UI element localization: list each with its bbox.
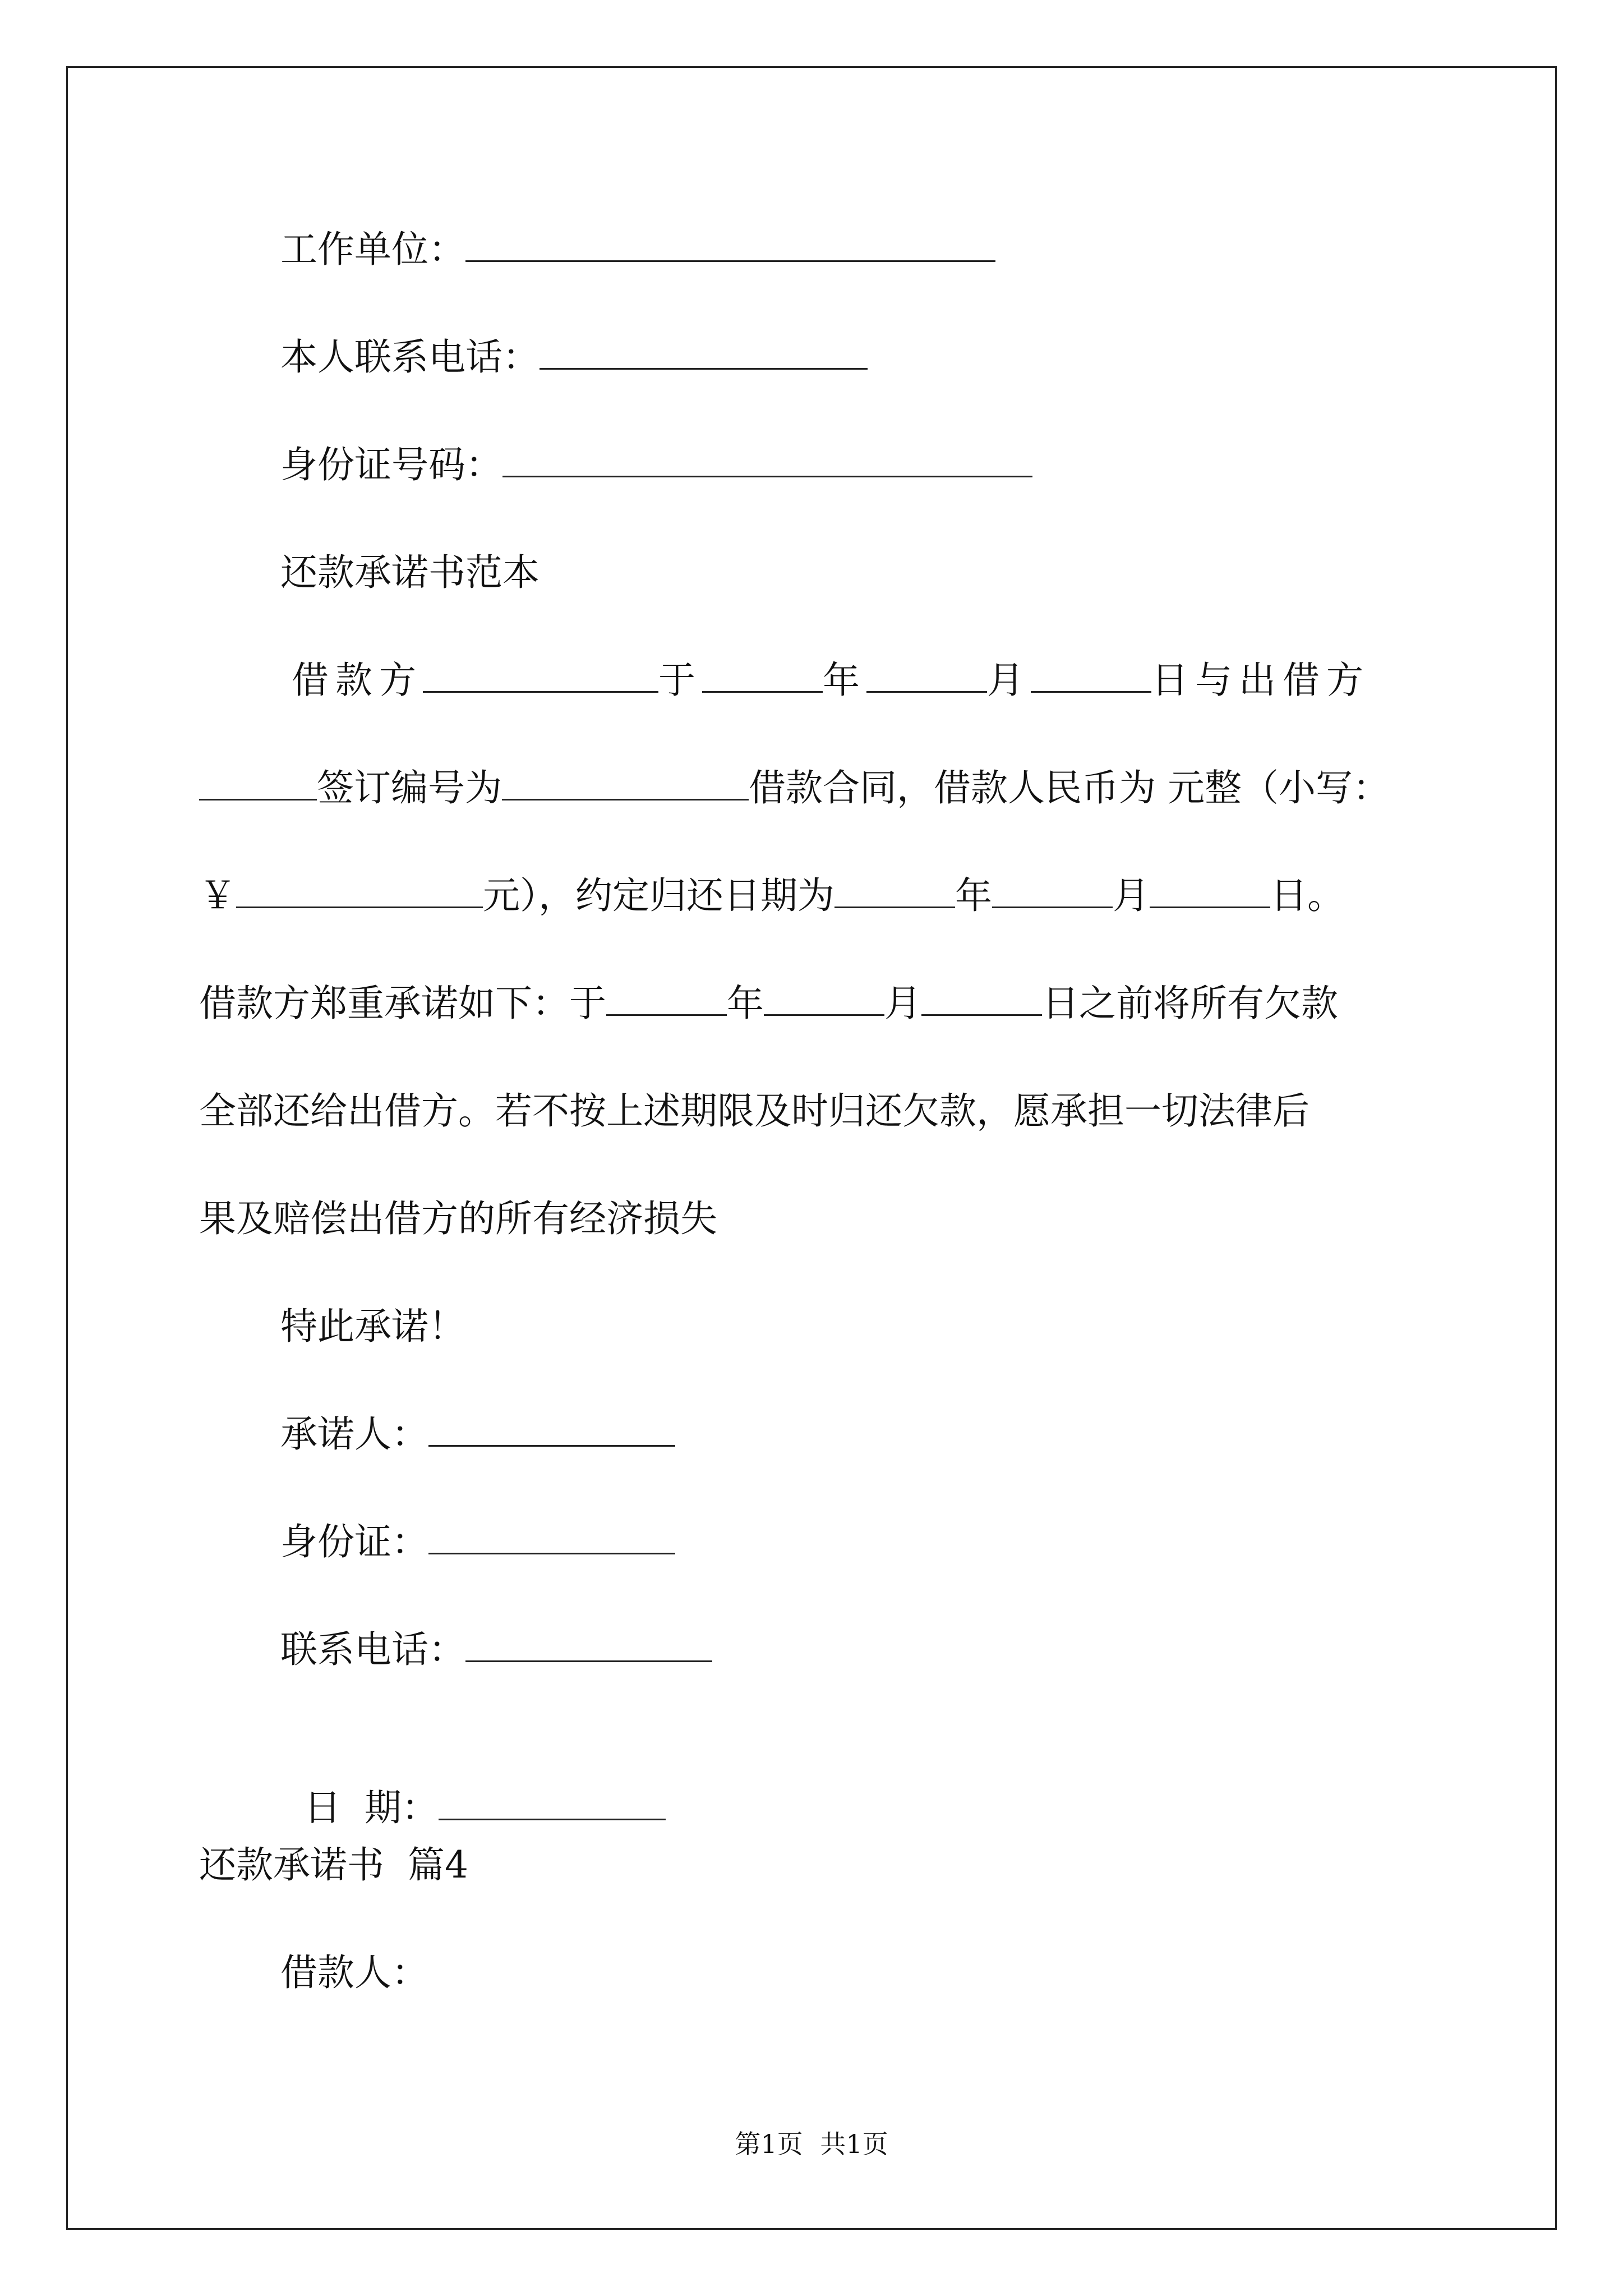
body-text: 日。: [1270, 874, 1344, 917]
id-number-blank: [502, 442, 1032, 477]
blank: [866, 657, 987, 693]
work-unit-label: 工作单位：: [280, 228, 465, 271]
blank: [921, 981, 1042, 1016]
body-text: 借款合同，借款人民币为: [749, 766, 1156, 809]
blank: [502, 765, 749, 800]
body-line-1: [292, 655, 1370, 706]
date-label: 日 期：: [303, 1786, 439, 1829]
body-line-5: 全部还给出借方。若不按上述期限及时归还欠款，愿承担一切法律后: [199, 1089, 1310, 1133]
borrower-label: 借款人：: [280, 1951, 428, 1994]
body-text: 元），约定归还日期为: [483, 874, 834, 917]
work-unit-blank: [465, 227, 995, 262]
phone-label: 本人联系电话：: [280, 335, 540, 379]
promisor-label: 承诺人：: [280, 1412, 428, 1456]
blank: [834, 873, 955, 908]
page-total: 共1页: [820, 2129, 888, 2159]
blank: [606, 981, 727, 1016]
page-footer: [0, 2127, 1623, 2161]
promisor-row: [280, 1409, 675, 1460]
body-text: 于: [658, 659, 702, 702]
date-blank: [439, 1785, 666, 1820]
id-card-row: [280, 1517, 675, 1567]
body-line-3: [199, 871, 1344, 921]
work-unit-row: [280, 224, 995, 275]
page-number: 第1页: [735, 2129, 803, 2159]
body-text: 借款方郑重承诺如下：于: [199, 982, 606, 1025]
body-line-4: [199, 978, 1338, 1029]
body-text: 月: [1113, 874, 1150, 917]
body-text: 借款方: [292, 659, 423, 702]
blank: [1150, 873, 1270, 908]
blank: [236, 873, 483, 908]
contact-phone-row: [280, 1625, 712, 1675]
body-text: 签订编号为: [317, 766, 502, 809]
id-number-label: 身份证号码：: [280, 443, 502, 486]
blank: [764, 981, 884, 1016]
promisor-blank: [428, 1411, 675, 1447]
phone-row: [280, 332, 868, 383]
next-section-title: 还款承诺书 篇4: [199, 1843, 468, 1887]
body-line-2: [199, 763, 1390, 813]
blank: [1031, 657, 1151, 693]
body-text: 年: [727, 982, 764, 1025]
blank: [199, 765, 317, 800]
blank: [423, 657, 658, 693]
body-text: 年: [955, 874, 992, 917]
body-text: 月: [884, 982, 921, 1025]
date-row: [280, 1732, 666, 1833]
contact-phone-label: 联系电话：: [280, 1628, 465, 1671]
body-text: ￥: [199, 874, 236, 917]
blank: [992, 873, 1113, 908]
section-title: 还款承诺书范本: [280, 551, 540, 594]
body-text: 元整（小写：: [1167, 766, 1390, 809]
body-line-6: 果及赔偿出借方的所有经济损失: [199, 1197, 717, 1240]
page-border: [66, 66, 1557, 2230]
id-card-blank: [428, 1519, 675, 1554]
contact-phone-blank: [465, 1627, 712, 1662]
closing-text: 特此承诺！: [280, 1305, 465, 1348]
body-text: 日之前将所有欠款: [1042, 982, 1338, 1025]
phone-blank: [540, 334, 868, 370]
id-card-label: 身份证：: [280, 1520, 428, 1563]
blank: [702, 657, 823, 693]
id-number-row: [280, 440, 1032, 490]
body-text: 月: [987, 659, 1031, 702]
body-text: 年: [823, 659, 866, 702]
body-text: 日与出借方: [1151, 659, 1370, 702]
